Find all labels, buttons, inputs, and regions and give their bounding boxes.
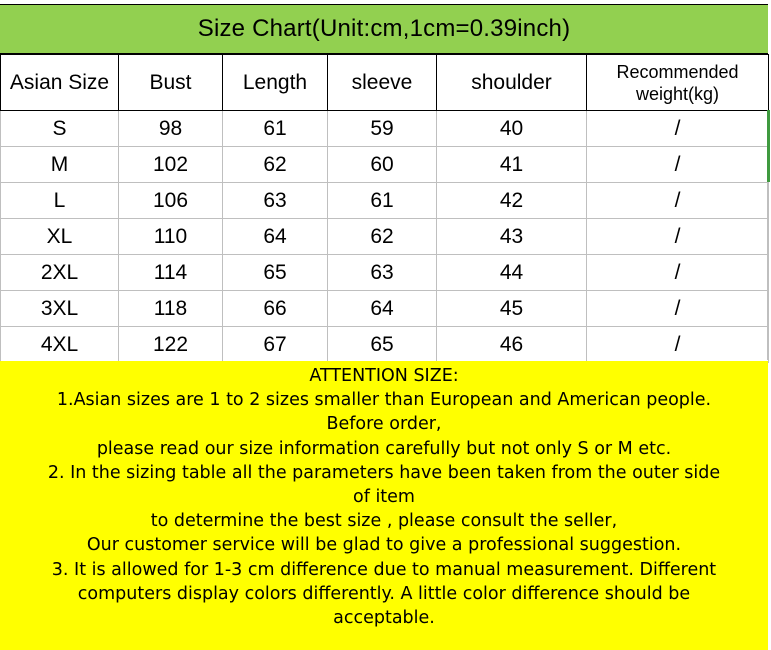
cell-shoulder: 45 <box>437 291 587 327</box>
attention-line: 3. It is allowed for 1-3 cm difference due to manual measurement. Different <box>51 559 717 580</box>
attention-line: Before order, <box>326 414 442 435</box>
cell-weight: / <box>587 327 769 363</box>
cell-bust: 110 <box>119 219 223 255</box>
table-row <box>1 183 769 219</box>
cell-bust: 118 <box>119 291 223 327</box>
table-row <box>1 111 769 147</box>
size-table <box>0 54 769 363</box>
attention-line: 1.Asian sizes are 1 to 2 sizes smaller than European and American people. <box>56 390 712 411</box>
header-sleeve: sleeve <box>328 55 437 111</box>
cell-length: 65 <box>223 255 328 291</box>
cell-bust: 98 <box>119 111 223 147</box>
header-length: Length <box>223 55 328 111</box>
cell-sleeve: 60 <box>328 147 437 183</box>
cell-sleeve: 59 <box>328 111 437 147</box>
cell-sleeve: 65 <box>328 327 437 363</box>
cell-weight: / <box>587 219 769 255</box>
cell-shoulder: 46 <box>437 327 587 363</box>
cell-size: S <box>1 111 119 147</box>
cell-bust: 106 <box>119 183 223 219</box>
cell-shoulder: 42 <box>437 183 587 219</box>
cell-sleeve: 63 <box>328 255 437 291</box>
cell-length: 67 <box>223 327 328 363</box>
header-shoulder: shoulder <box>437 55 587 111</box>
cell-bust: 102 <box>119 147 223 183</box>
cell-size: 3XL <box>1 291 119 327</box>
cell-length: 61 <box>223 111 328 147</box>
cell-weight: / <box>587 255 769 291</box>
attention-heading: ATTENTION SIZE: <box>309 366 459 386</box>
cell-weight: / <box>587 291 769 327</box>
size-table-header-row <box>1 55 769 111</box>
header-recommended-line1: Recommended <box>616 61 739 82</box>
selection-edge-marker <box>767 110 770 182</box>
cell-size: 2XL <box>1 255 119 291</box>
size-chart-title: Size Chart(Unit:cm,1cm=0.39inch) <box>0 4 768 54</box>
cell-weight: / <box>587 111 769 147</box>
cell-length: 64 <box>223 219 328 255</box>
cell-weight: / <box>587 147 769 183</box>
cell-size: XL <box>1 219 119 255</box>
cell-length: 66 <box>223 291 328 327</box>
cell-weight: / <box>587 183 769 219</box>
table-row <box>1 255 769 291</box>
attention-line: 2. In the sizing table all the parameters have been taken from the outer side <box>47 462 721 483</box>
table-row <box>1 327 769 363</box>
cell-bust: 114 <box>119 255 223 291</box>
attention-line: computers display colors differently. A little color difference should be <box>77 583 691 604</box>
header-asian-size: Asian Size <box>1 55 119 111</box>
table-row <box>1 291 769 327</box>
header-recommended-weight <box>587 55 769 111</box>
header-recommended-line2: weight(kg) <box>635 83 720 104</box>
header-bust: Bust <box>119 55 223 111</box>
table-row <box>1 147 769 183</box>
attention-line: please read our size information carefully but not only S or M etc. <box>96 438 672 459</box>
cell-sleeve: 64 <box>328 291 437 327</box>
attention-line: to determine the best size , please consult the seller, <box>150 511 618 532</box>
cell-sleeve: 61 <box>328 183 437 219</box>
cell-shoulder: 40 <box>437 111 587 147</box>
cell-shoulder: 44 <box>437 255 587 291</box>
attention-line: Our customer service will be glad to give a professional suggestion. <box>86 535 682 556</box>
cell-size: M <box>1 147 119 183</box>
cell-length: 63 <box>223 183 328 219</box>
cell-length: 62 <box>223 147 328 183</box>
attention-line: acceptable. <box>333 608 435 629</box>
cell-size: 4XL <box>1 327 119 363</box>
cell-size: L <box>1 183 119 219</box>
table-row <box>1 219 769 255</box>
attention-notice <box>0 361 768 650</box>
cell-bust: 122 <box>119 327 223 363</box>
attention-line: of item <box>353 487 415 508</box>
cell-shoulder: 43 <box>437 219 587 255</box>
cell-sleeve: 62 <box>328 219 437 255</box>
cell-shoulder: 41 <box>437 147 587 183</box>
